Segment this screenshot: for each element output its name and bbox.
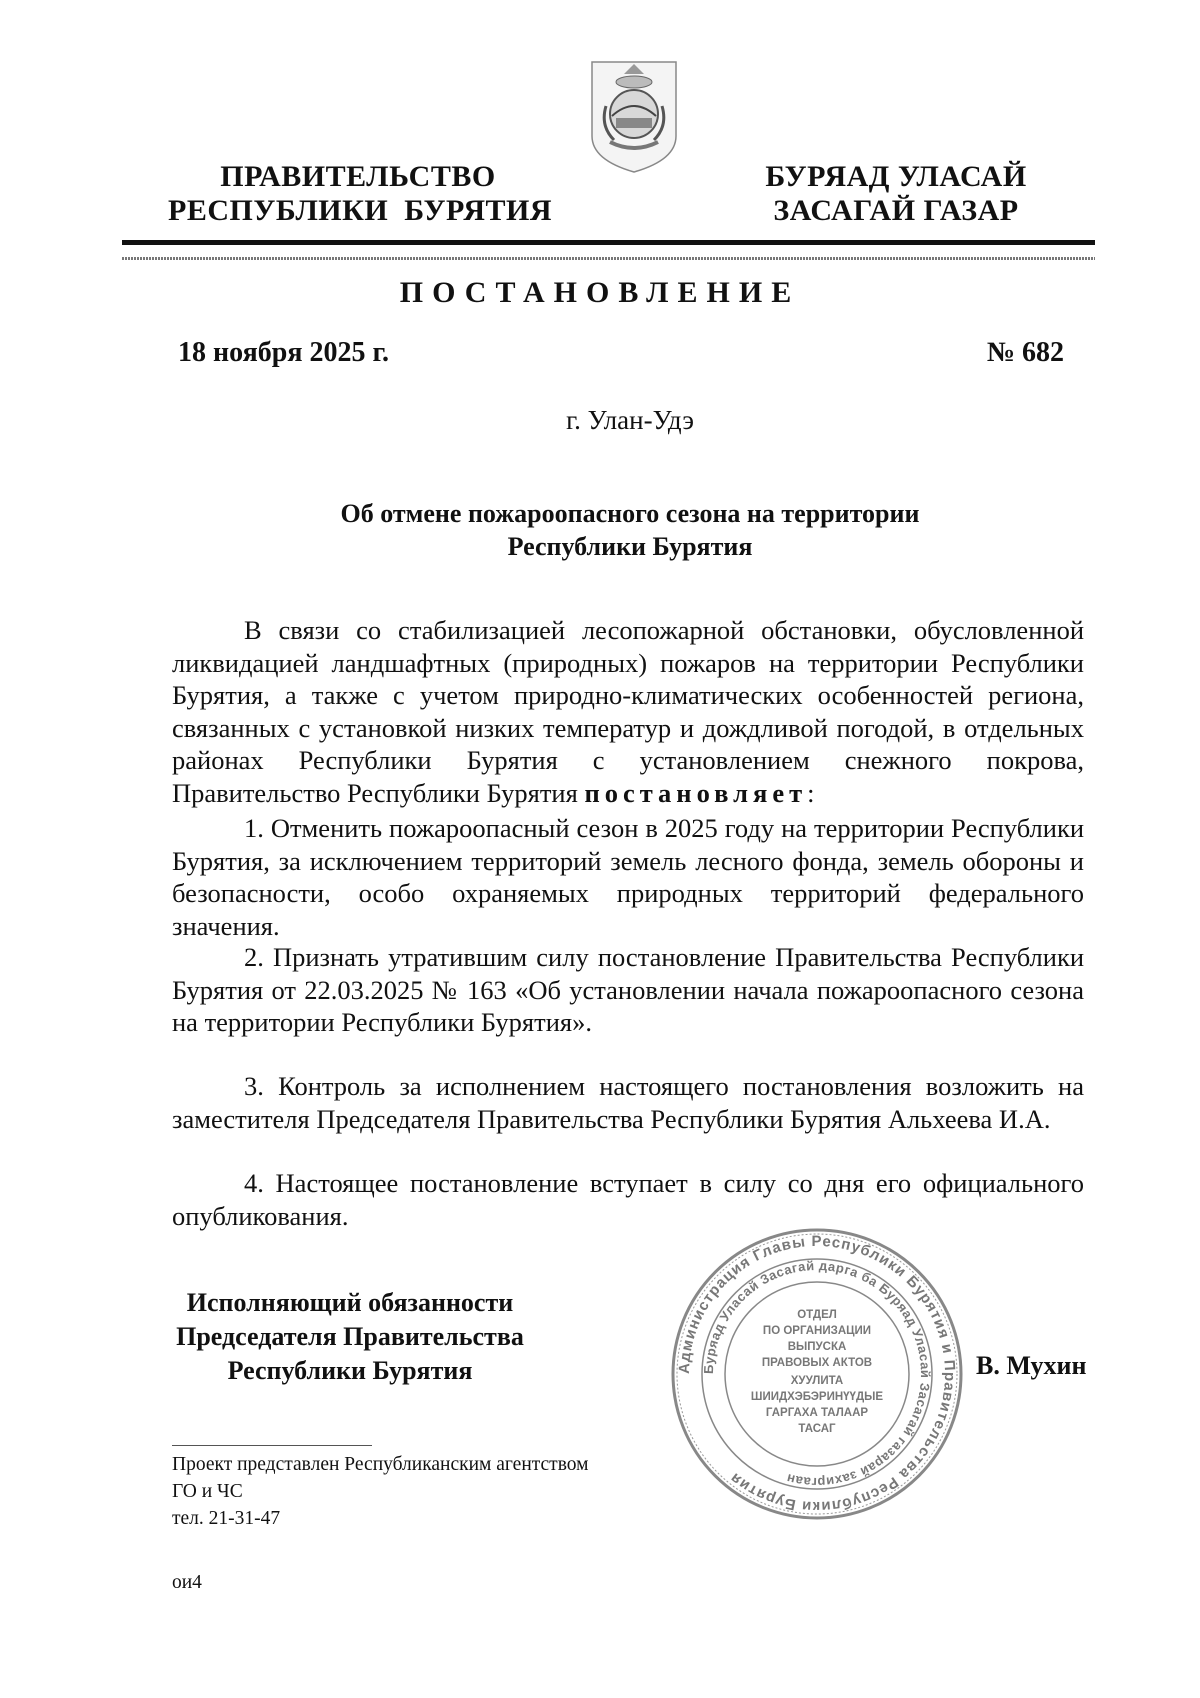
seal-outer-text: Администрация Главы Республики Бурятия и Правительства Республики Бурятия [675, 1232, 959, 1516]
seal-center-line: ТАСАГ [798, 1423, 836, 1435]
list-item-text: 3. Контроль за исполнением настоящего постановления возложить на заместителя Председателя Правительства Республики Бурятия Альхеева И.А. [172, 1071, 1084, 1134]
document-number: № 682 [986, 337, 1064, 368]
government-name-bu-line2: ЗАСАГАЙ ГАЗАР [773, 194, 1019, 227]
footnote-line2: ГО и ЧС [172, 1481, 243, 1502]
list-item-text: 4. Настоящее постановление вступает в силу со дня его официального опубликования. [172, 1168, 1084, 1231]
signatory-position [160, 1286, 540, 1388]
document-title-line2: Республики Бурятия [507, 532, 753, 561]
document-date: 18 ноября 2025 г. [178, 337, 390, 368]
list-item [172, 812, 1084, 942]
document-title [0, 497, 1200, 563]
preamble-text: В связи со стабилизацией лесопожарной обстановки, обусловленной ликвидацией ландшафтных (природных) пожаров на территории Республики Бурятия, а также с учетом природно-климатических особенностей региона, связанных с установкой низких температур и дождливой погодой, в отдельных районах Республики Бурятия с установлением снежного покрова, Правительство Республики Бурятия [172, 615, 1084, 808]
coat-of-arms-icon [586, 56, 682, 176]
signatory-position-line2: Председателя Правительства [176, 1322, 524, 1351]
seal-center-line: ХУУЛИТА [790, 1375, 844, 1387]
list-item [172, 1167, 1084, 1232]
document-city: г. Улан-Удэ [566, 405, 694, 435]
government-name-ru-line1: ПРАВИТЕЛЬСТВО [220, 160, 496, 193]
government-name-russian [168, 160, 553, 228]
seal-center-line: ПРАВОВЫХ АКТОВ [761, 1357, 873, 1369]
list-item-text: 1. Отменить пожароопасный сезон в 2025 году на территории Республики Бурятия, за исключением территорий земель лесного фонда, земель обороны и безопасности, особо охраняемых природных территорий федерального значения. [172, 813, 1084, 941]
document-title-line1: Об отмене пожароопасного сезона на территории [340, 499, 920, 528]
seal-center-line: ОТДЕЛ [797, 1309, 837, 1321]
seal-center-line: ВЫПУСКА [787, 1341, 847, 1353]
seal-center-line: ПО ОРГАНИЗАЦИИ [762, 1325, 872, 1337]
signatory-position-line1: Исполняющий обязанности [186, 1288, 514, 1317]
seal-center-line: ШИИДХЭБЭРИНҮҮДЫЕ [750, 1391, 884, 1403]
official-seal-icon [667, 1224, 967, 1524]
document-code: ои4 [172, 1572, 202, 1593]
signatory-position-line3: Республики Бурятия [227, 1356, 473, 1385]
seal-center-line: ГАРГАХА ТАЛААР [765, 1407, 869, 1419]
footnote [172, 1451, 589, 1532]
government-name-buryat [746, 160, 1046, 228]
decree-word: постановляет [584, 777, 808, 808]
footnote-line1: Проект представлен Республиканским агентством [172, 1454, 589, 1475]
footnote-line3: тел. 21-31-47 [172, 1508, 281, 1529]
list-item [172, 1070, 1084, 1135]
government-name-ru-line2: РЕСПУБЛИКИ БУРЯТИЯ [168, 194, 553, 227]
list-item-text: 2. Признать утратившим силу постановление Правительства Республики Бурятия от 22.03.2025 № 163 «Об установлении начала пожароопасного сезона на территории Республики Бурятия». [172, 942, 1084, 1037]
government-name-bu-line1: БУРЯАД УЛАСАЙ [765, 160, 1027, 193]
footnote-divider [172, 1445, 372, 1446]
document-type: ПОСТАНОВЛЕНИЕ [399, 276, 801, 309]
header-divider-thin [122, 257, 1095, 260]
list-item [172, 941, 1084, 1039]
decree-colon: : [807, 777, 815, 808]
signatory-name: В. Мухин [976, 1351, 1087, 1380]
seal-inner-ring-text: Буряад Уласай Засагай дарга ба Буряад Уласай Засагай газарай захиргаан [700, 1257, 934, 1491]
header-divider-thick [122, 240, 1095, 245]
preamble-paragraph [172, 614, 1084, 809]
